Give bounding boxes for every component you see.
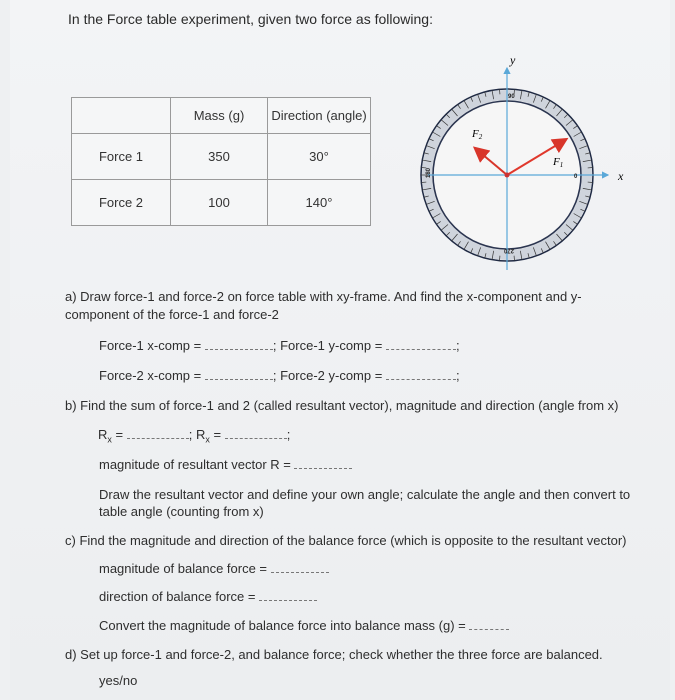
part-a-line1: a) Draw force-1 and force-2 on force table with xy-frame. And find the x-component and y- (65, 289, 582, 304)
force-table-diagram (420, 54, 640, 279)
rx-blank[interactable] (127, 427, 189, 439)
balance-magnitude-blank[interactable] (271, 561, 329, 573)
balance-direction-label: direction of balance force = (99, 589, 256, 604)
tick-270-label: 270 (503, 247, 514, 253)
worksheet-page (10, 0, 670, 700)
intro-text: In the Force table experiment, given two force as following: (68, 11, 433, 27)
row-label: Force 2 (72, 180, 171, 226)
row-direction: 140° (268, 180, 371, 226)
f2-end: ; (455, 368, 460, 383)
force-table (71, 97, 371, 226)
f1y-label: ; Force-1 y-comp = (272, 338, 383, 353)
force1-components-line (99, 337, 460, 354)
table-header-row (72, 98, 371, 134)
draw-resultant-line2: table angle (counting from x) (99, 504, 264, 519)
part-b-text: b) Find the sum of force-1 and 2 (called resultant vector), magnitude and direction (angle from x) (65, 398, 619, 413)
f1-end: ; (455, 338, 460, 353)
ry-end: ; (286, 427, 291, 442)
header-cell-mass: Mass (g) (171, 98, 268, 134)
row-mass: 350 (171, 134, 268, 180)
ry-blank[interactable] (225, 427, 287, 439)
resultant-magnitude-line (99, 456, 352, 473)
draw-resultant-line1: Draw the resultant vector and define your own angle; calculate the angle and then convert to (99, 487, 631, 502)
balance-direction-line (99, 588, 317, 605)
rx-label: $R_x$ (98, 427, 112, 445)
f2x-label: Force-2 x-comp = (99, 368, 202, 383)
balance-magnitude-line (99, 560, 329, 577)
tick-0-label: 0 (574, 174, 578, 180)
ry-label: $R_x$ (195, 427, 210, 445)
header-cell-empty (72, 98, 171, 134)
table-row (72, 134, 371, 180)
center-ring (505, 173, 510, 178)
row-direction: 30° (268, 134, 371, 180)
y-axis-label: y (510, 54, 516, 67)
resultant-magnitude-label: magnitude of resultant vector R = (99, 457, 291, 472)
yes-no-answer[interactable]: yes/no (99, 673, 138, 688)
f2y-blank[interactable] (386, 368, 456, 380)
balance-mass-blank[interactable] (469, 618, 509, 630)
balance-magnitude-label: magnitude of balance force = (99, 561, 268, 576)
f2-label: F2 (472, 128, 483, 141)
rx-sep: ; (188, 427, 193, 442)
f1x-blank[interactable] (205, 338, 273, 350)
row-label: Force 1 (72, 134, 171, 180)
f1x-label: Force-1 x-comp = (99, 338, 202, 353)
resultant-components-line (98, 426, 290, 449)
balance-direction-blank[interactable] (259, 589, 317, 601)
balance-mass-line (99, 617, 509, 634)
resultant-magnitude-blank[interactable] (294, 457, 352, 469)
header-cell-direction: Direction (angle) (268, 98, 371, 134)
f1-label: F1 (553, 156, 564, 169)
tick-90-label: 90 (508, 94, 515, 100)
x-axis-label: x (618, 169, 624, 183)
f2x-blank[interactable] (205, 368, 273, 380)
tick-180-label: 180 (426, 167, 432, 178)
row-mass: 100 (171, 180, 268, 226)
ry-equals: = (213, 427, 222, 442)
table-row (72, 180, 371, 226)
balance-mass-label: Convert the magnitude of balance force into balance mass (g) = (99, 618, 466, 633)
f1y-blank[interactable] (386, 338, 456, 350)
f2y-label: ; Force-2 y-comp = (272, 368, 383, 383)
part-c-text: c) Find the magnitude and direction of the balance force (which is opposite to the resultant vector) (65, 533, 627, 548)
part-d-text: d) Set up force-1 and force-2, and balance force; check whether the three force are balanced. (65, 647, 603, 662)
part-a-line2: component of the force-1 and force-2 (65, 307, 279, 322)
force2-components-line (99, 367, 460, 384)
rx-equals: = (115, 427, 124, 442)
